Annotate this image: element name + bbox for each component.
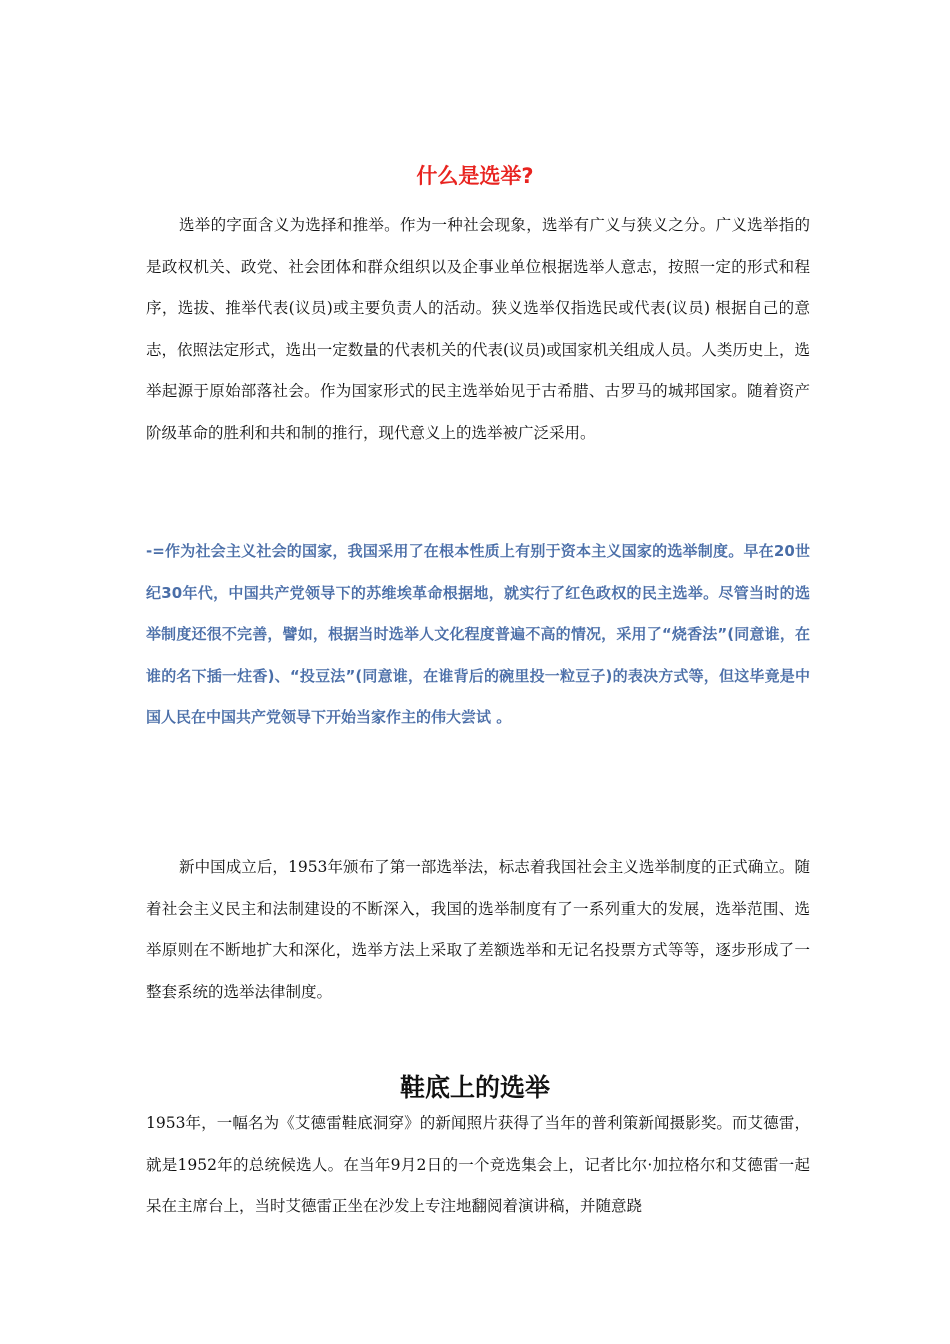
paragraph-shoe-sole-election: 1953年，一幅名为《艾德雷鞋底洞穿》的新闻照片获得了当年的普利策新闻摄影奖。而艾德雷，就是1952年的总统候选人。在当年9月2日的一个竞选集会上，记者比尔·加拉格尔和艾德雷一起呆在主席台上，当时艾德雷正坐在沙发上专注地翻阅着演讲稿，并随意跷	[146, 1114, 810, 1215]
section-title: 鞋底上的选举	[399, 1073, 550, 1102]
paragraph-election-definition: 选举的字面含义为选择和推举。作为一种社会现象，选举有广义与狭义之分。广义选举指的是政权机关、政党、社会团体和群众组织以及企事业单位根据选举人意志，按照一定的形式和程序，选拔、推举代表(议员)或主要负责人的活动。狭义选举仅指选民或代表(议员) 根据自己的意志，依照法定形式，选出一定数量的代表机关的代表(议员)或国家机关组成人员。人类历史上，选举起源于原始部落社会。作为国家形式的民主选举始见于古希腊、古罗马的城邦国家。随着资产阶级革命的胜利和共和制的推行，现代意义上的选举被广泛采用。	[146, 216, 810, 442]
paragraph-mark: -=	[146, 542, 165, 560]
paragraph-new-china-election-law: 新中国成立后，1953年颁布了第一部选举法，标志着我国社会主义选举制度的正式确立。随着社会主义民主和法制建设的不断深入，我国的选举制度有了一系列重大的发展，选举范围、选举原则在不断地扩大和深化，选举方法上采取了差额选举和无记名投票方式等等，逐步形成了一整套系统的选举法律制度。	[146, 858, 810, 1001]
paragraph-socialist-election	[146, 531, 810, 739]
paragraph-socialist-election-text: 作为社会主义社会的国家，我国采用了在根本性质上有别于资本主义国家的选举制度。早在20世纪30年代，中国共产党领导下的苏维埃革命根据地，就实行了红色政权的民主选举。尽管当时的选举制度还很不完善，譬如，根据当时选举人文化程度普遍不高的情况，采用了“烧香法”(同意谁，在谁的名下插一炷香)、“投豆法”(同意谁，在谁背后的碗里投一粒豆子)的表决方式等，但这毕竟是中国人民在中国共产党领导下开始当家作主的伟大尝试 。	[146, 542, 810, 726]
page-title: 什么是选举?	[416, 164, 534, 188]
